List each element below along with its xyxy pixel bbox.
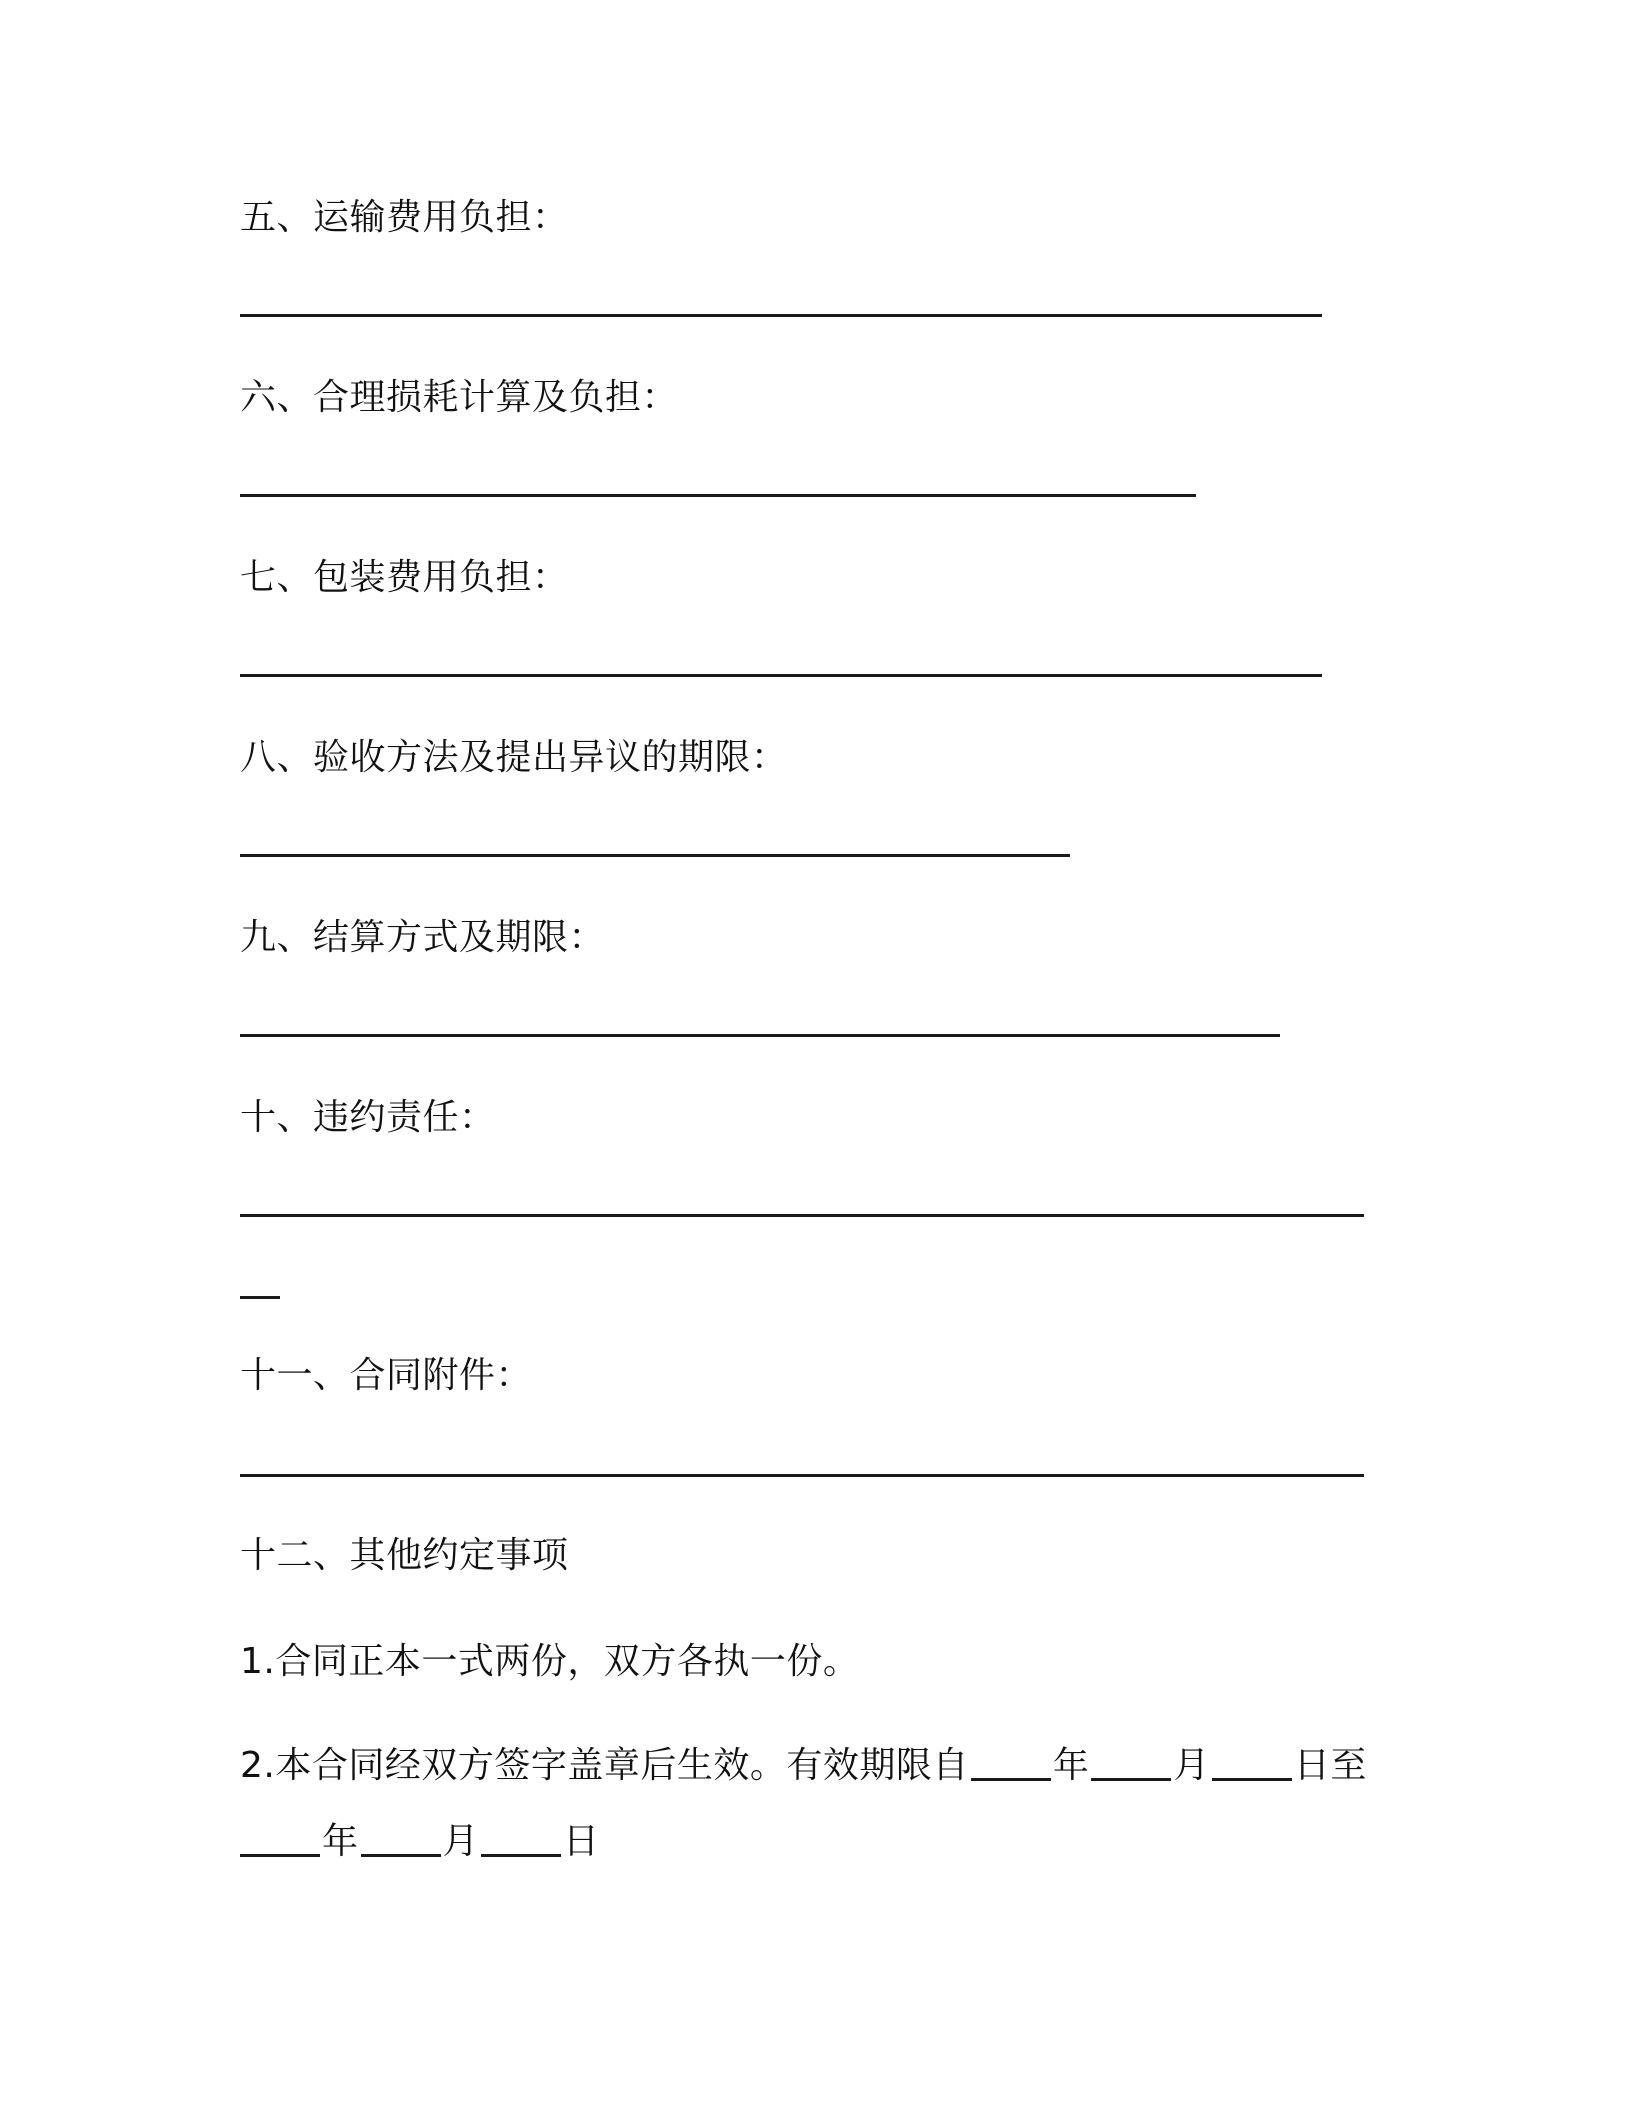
fill-in-line-continuation[interactable] bbox=[240, 1296, 280, 1299]
start-month-blank[interactable] bbox=[1091, 1748, 1171, 1781]
section-heading-5: 五、运输费用负担： bbox=[240, 197, 569, 238]
fill-in-line[interactable] bbox=[240, 494, 1196, 497]
fill-in-line[interactable] bbox=[240, 854, 1070, 857]
section-heading-7: 七、包装费用负担： bbox=[240, 557, 569, 598]
clause-2 bbox=[240, 1744, 1367, 1788]
end-month-blank[interactable] bbox=[361, 1824, 441, 1857]
clause-2-text: 2.本合同经双方签字盖章后生效。有效期限自 bbox=[240, 1745, 969, 1786]
year-label: 年 bbox=[1052, 1745, 1090, 1786]
end-day-blank[interactable] bbox=[481, 1824, 561, 1857]
clause-2-end-date bbox=[240, 1820, 600, 1864]
fill-in-line[interactable] bbox=[240, 1214, 1364, 1217]
start-day-blank[interactable] bbox=[1212, 1748, 1292, 1781]
start-year-blank[interactable] bbox=[971, 1748, 1051, 1781]
month-label: 月 bbox=[1173, 1745, 1210, 1786]
day-label: 日 bbox=[563, 1821, 600, 1862]
section-heading-12: 十二、其他约定事项 bbox=[240, 1535, 569, 1576]
end-year-blank[interactable] bbox=[240, 1824, 320, 1857]
year-label: 年 bbox=[322, 1821, 359, 1862]
fill-in-line[interactable] bbox=[240, 1474, 1364, 1477]
day-to-label: 日至 bbox=[1293, 1745, 1367, 1786]
section-heading-11: 十一、合同附件： bbox=[240, 1355, 533, 1396]
fill-in-line[interactable] bbox=[240, 674, 1322, 677]
section-heading-10: 十、违约责任： bbox=[240, 1097, 496, 1138]
fill-in-line[interactable] bbox=[240, 314, 1322, 317]
month-label: 月 bbox=[442, 1821, 480, 1862]
fill-in-line[interactable] bbox=[240, 1034, 1280, 1037]
section-heading-6: 六、合理损耗计算及负担： bbox=[240, 377, 679, 418]
section-heading-8: 八、验收方法及提出异议的期限： bbox=[240, 737, 788, 778]
clause-1: 1.合同正本一式两份，双方各执一份。 bbox=[240, 1641, 860, 1682]
section-heading-9: 九、结算方式及期限： bbox=[240, 917, 606, 958]
